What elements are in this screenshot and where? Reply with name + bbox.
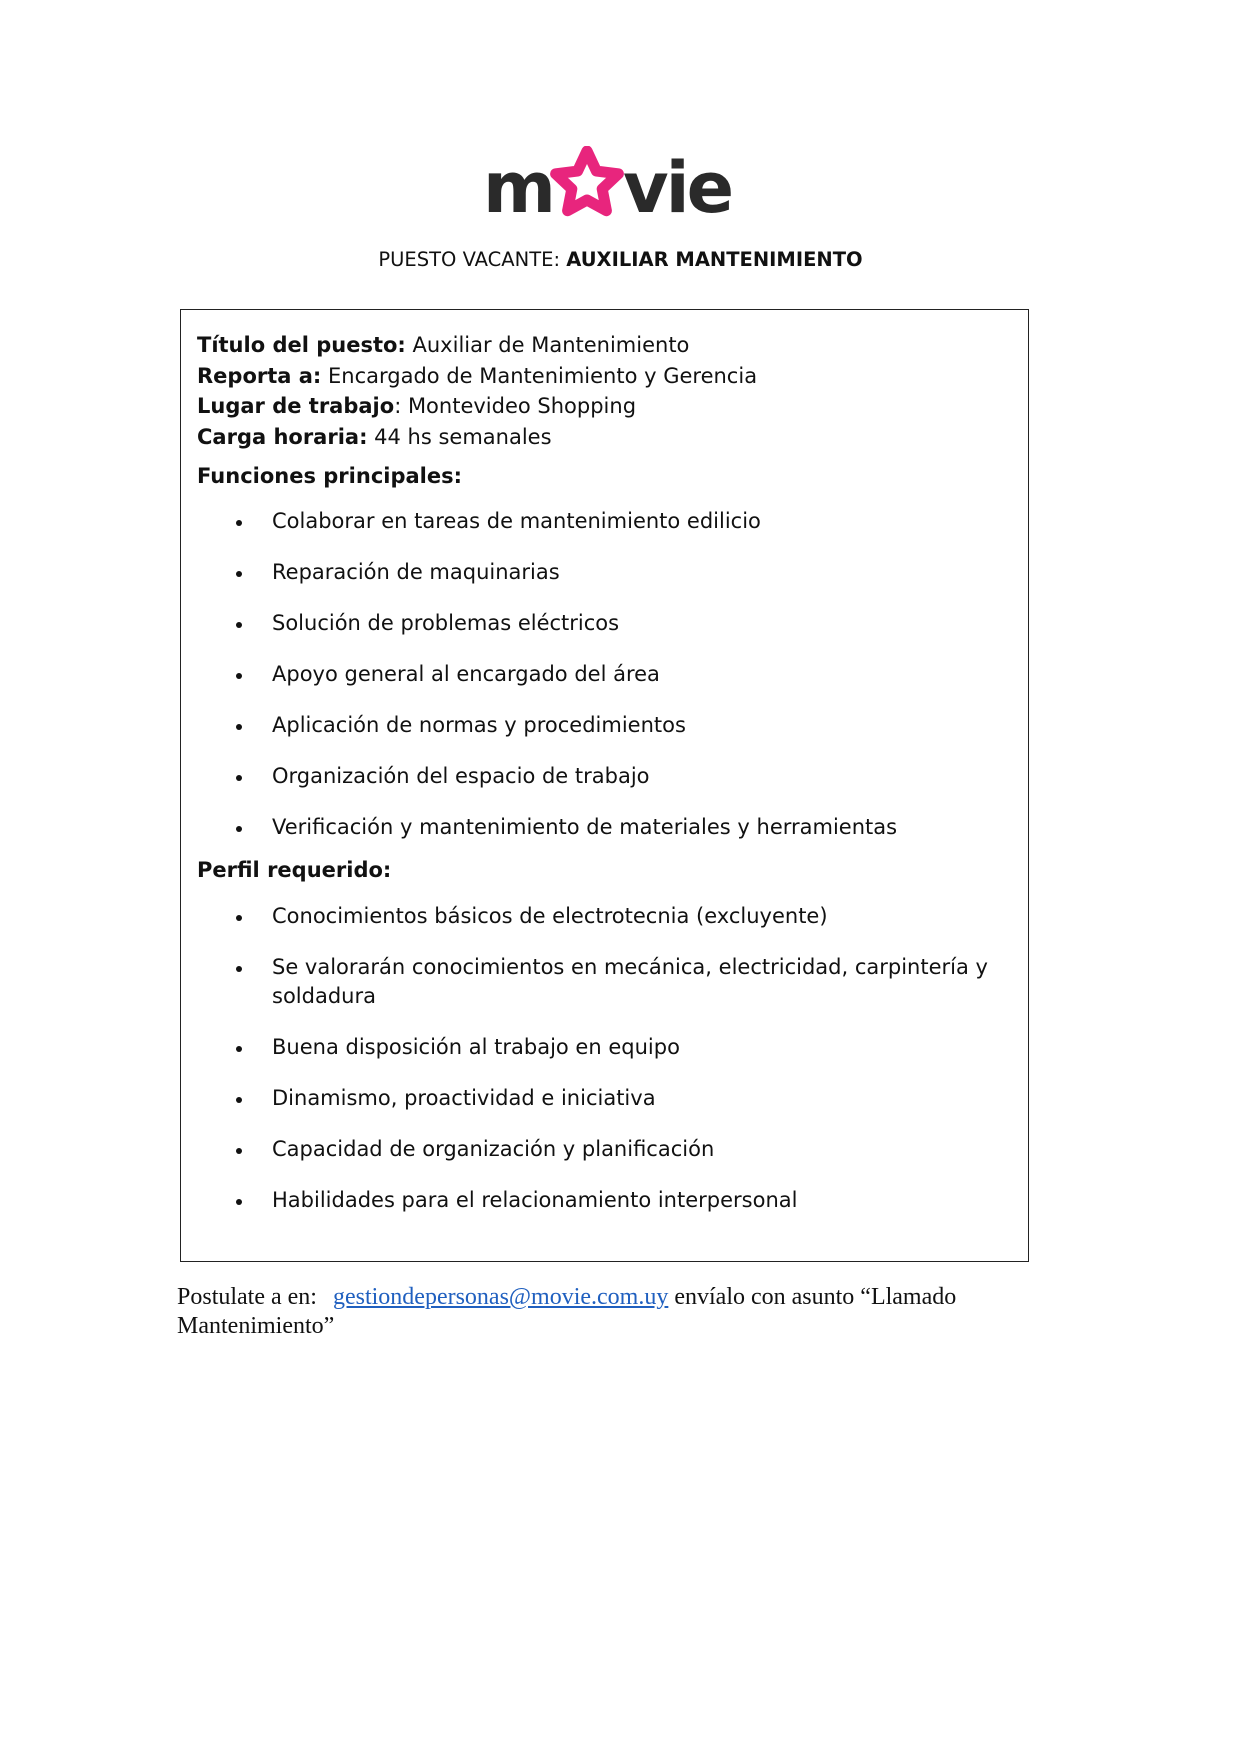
list-item xyxy=(197,1186,1012,1215)
detail-value: : Montevideo Shopping xyxy=(394,394,637,418)
list-item xyxy=(197,953,1012,1011)
list-item-text: Aplicación de normas y procedimientos xyxy=(272,713,686,737)
movie-logo-graphic xyxy=(483,146,733,226)
list-item-text: Apoyo general al encargado del área xyxy=(272,662,660,686)
list-item-text: Colaborar en tareas de mantenimiento edilicio xyxy=(272,509,761,533)
list-item-text: Organización del espacio de trabajo xyxy=(272,764,650,788)
detail-label: Reporta a: xyxy=(197,363,322,388)
list-item-text: Habilidades para el relacionamiento interpersonal xyxy=(272,1188,798,1212)
list-item-text: Dinamismo, proactividad e iniciativa xyxy=(272,1086,656,1110)
detail-value: Auxiliar de Mantenimiento xyxy=(405,333,690,357)
bullet-icon xyxy=(236,1199,242,1205)
bullet-icon xyxy=(236,571,242,577)
bullet-icon xyxy=(236,622,242,628)
list-item-text: Buena disposición al trabajo en equipo xyxy=(272,1035,680,1059)
job-description-box xyxy=(180,309,1029,1262)
list-item xyxy=(197,507,1012,536)
detail-value: 44 hs semanales xyxy=(367,424,552,449)
list-item xyxy=(197,762,1012,791)
list-item-text: Conocimientos básicos de electrotecnia (excluyente) xyxy=(272,904,828,928)
list-item-text: Solución de problemas eléctricos xyxy=(272,611,620,635)
list-item xyxy=(197,558,1012,587)
vacancy-prefix: PUESTO VACANTE: xyxy=(378,248,567,271)
list-item xyxy=(197,1033,1012,1062)
list-item-text: Se valorarán conocimientos en mecánica, electricidad, carpintería y soldadura xyxy=(272,955,988,1008)
detail-label: Carga horaria: xyxy=(197,424,368,449)
logo-vie: vie xyxy=(623,147,732,226)
apply-prefix: Postulate a en: xyxy=(177,1284,323,1310)
list-item xyxy=(197,1084,1012,1113)
bullet-icon xyxy=(236,775,242,781)
bullet-icon xyxy=(236,724,242,730)
detail-label: Lugar de trabajo xyxy=(197,394,395,418)
detail-hours xyxy=(197,422,1012,453)
list-item xyxy=(197,609,1012,638)
star-icon xyxy=(556,151,619,211)
bullet-icon xyxy=(236,915,242,921)
list-item-text: Capacidad de organización y planificación xyxy=(272,1137,715,1161)
bullet-icon xyxy=(236,1097,242,1103)
detail-reports-to xyxy=(197,361,1012,392)
apply-suffix: envíalo con asunto “Llamado Mantenimiento” xyxy=(177,1284,957,1339)
bullet-icon xyxy=(236,520,242,526)
perfil-list xyxy=(197,902,1012,1215)
bullet-icon xyxy=(236,1148,242,1154)
list-item-text: Reparación de maquinarias xyxy=(272,560,560,584)
movie-logo xyxy=(483,146,733,226)
vacancy-heading xyxy=(0,247,1241,273)
funciones-list xyxy=(197,507,1012,842)
perfil-title: Perfil requerido: xyxy=(197,858,392,882)
list-item xyxy=(197,813,1012,842)
apply-instructions xyxy=(177,1283,1037,1341)
list-item xyxy=(197,660,1012,689)
detail-workplace xyxy=(197,391,1012,422)
funciones-title: Funciones principales: xyxy=(197,464,463,488)
detail-job-title xyxy=(197,330,1012,361)
job-description-content xyxy=(197,330,1012,1215)
bullet-icon xyxy=(236,1046,242,1052)
bullet-icon xyxy=(236,966,242,972)
list-item xyxy=(197,711,1012,740)
list-item xyxy=(197,902,1012,931)
list-item xyxy=(197,1135,1012,1164)
list-item-text: Verificación y mantenimiento de materiales y herramientas xyxy=(272,815,898,839)
bullet-icon xyxy=(236,673,242,679)
vacancy-title: AUXILIAR MANTENIMIENTO xyxy=(566,248,863,271)
bullet-icon xyxy=(236,826,242,832)
detail-value: Encargado de Mantenimiento y Gerencia xyxy=(321,363,758,388)
detail-label: Título del puesto: xyxy=(197,333,406,357)
logo-m: m xyxy=(483,147,554,226)
email-link[interactable]: gestiondepersonas@movie.com.uy xyxy=(332,1284,669,1310)
